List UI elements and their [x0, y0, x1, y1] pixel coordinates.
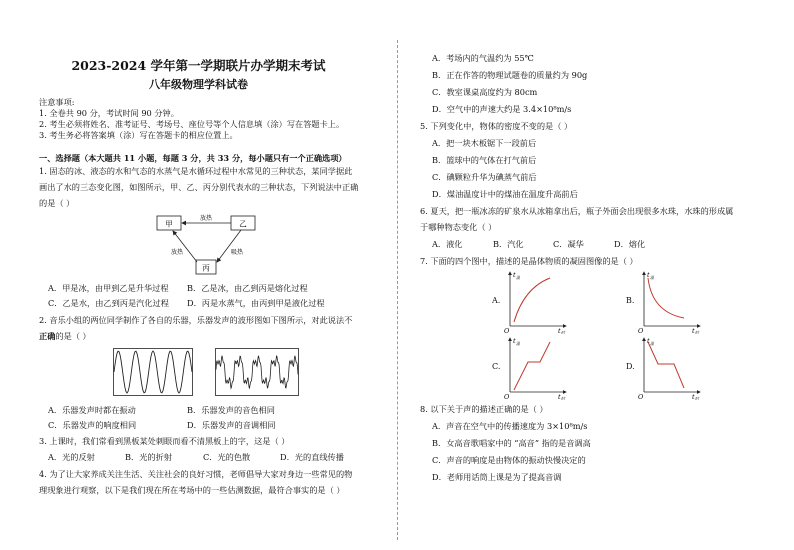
- waveform-2: [215, 348, 299, 396]
- q6-option[interactable]: C．凝华: [553, 239, 584, 249]
- origin-label: O: [638, 327, 644, 334]
- q5-text: 5. 下列变化中，物体的密度不变的是（ ）: [420, 121, 573, 131]
- exam-title: 2023-2024 学年第一学期联片办学期末考试: [71, 58, 326, 73]
- q6-option[interactable]: A．液化: [432, 239, 463, 249]
- y-axis-subscript: 温: [650, 275, 654, 280]
- y-axis-label: t: [513, 337, 516, 345]
- q6-option[interactable]: B．汽化: [493, 239, 524, 249]
- column-divider: [397, 40, 398, 540]
- origin-label: O: [638, 393, 644, 400]
- x-axis-label: t: [692, 327, 695, 334]
- temperature-time-graph: [638, 268, 704, 334]
- state-label: 乙: [239, 219, 247, 229]
- x-axis-label: t: [558, 393, 561, 400]
- notice-heading: 注意事项:: [39, 97, 75, 107]
- q8-option[interactable]: C．声音的响度是由物体的振动快慢决定的: [432, 455, 586, 465]
- x-axis-label: t: [558, 327, 561, 334]
- graph-option-label[interactable]: C.: [492, 362, 501, 371]
- q2-option[interactable]: D．乐器发声的音调相同: [187, 420, 276, 430]
- q8-option[interactable]: B．女高音歌唱家中的 “高音” 指的是音调高: [432, 438, 591, 448]
- q4-option[interactable]: C．教室课桌高度约为 80cm: [432, 87, 538, 97]
- q4-text: 理现象进行观察，以下是我们现在所在考场中的一些估测数据，最符合事实的是（ ）: [39, 485, 345, 495]
- state-label: 丙: [202, 263, 210, 273]
- q3-option[interactable]: D．光的直线传播: [280, 452, 344, 462]
- q6-text: 于哪种物态变化（ ）: [420, 222, 497, 232]
- notice-item: 2. 考生必须将姓名、准考证号、考场号、座位号等个人信息填（涂）写在答题卡上。: [39, 119, 345, 129]
- y-axis-label: t: [647, 337, 650, 345]
- q6-option[interactable]: D．熔化: [614, 239, 646, 249]
- q1-option[interactable]: B．乙是冰，由乙到丙是熔化过程: [187, 283, 308, 293]
- q5-option[interactable]: C．碘颗粒升华为碘蒸气前后: [432, 172, 537, 182]
- q1-option[interactable]: C．乙是水，由乙到丙是汽化过程: [48, 298, 169, 308]
- q3-option[interactable]: B．光的折射: [125, 452, 172, 462]
- arrow-label: 放热: [170, 249, 184, 256]
- q5-option[interactable]: A．把一块木板锯下一段前后: [432, 138, 537, 148]
- q6-text: 6. 夏天，把一瓶冰冻的矿泉水从冰箱拿出后，瓶子外面会出现很多水珠，水珠的形成属: [420, 206, 734, 216]
- waveform-1: [113, 348, 193, 396]
- temperature-time-graph: [504, 268, 570, 334]
- x-axis-subscript: 时: [695, 330, 699, 334]
- q8-option[interactable]: A．声音在空气中的传播速度为 3×10⁸m/s: [432, 421, 588, 431]
- exam-subtitle: 八年级物理学科试卷: [149, 78, 248, 91]
- y-axis-subscript: 温: [650, 341, 654, 346]
- y-axis-label: t: [513, 271, 516, 279]
- q7-text: 7. 下面的四个图中，描述的是晶体物质的凝固图像的是（ ）: [420, 256, 638, 266]
- state-change-diagram: [155, 210, 265, 278]
- notice-item: 1. 全卷共 90 分，考试时间 90 分钟。: [39, 108, 179, 118]
- x-axis-subscript: 时: [695, 396, 699, 400]
- q2-option[interactable]: A．乐器发声时都在振动: [48, 405, 136, 415]
- q1-text: 1. 固态的冰、液态的水和气态的水蒸气是水循环过程中水常见的三种状态，某同学据此: [39, 166, 353, 176]
- graph-option-label[interactable]: A.: [492, 296, 501, 305]
- x-axis-subscript: 时: [561, 396, 565, 400]
- origin-label: O: [504, 327, 510, 334]
- arrow-label: 放热: [199, 215, 213, 222]
- temperature-time-graph: [638, 334, 704, 400]
- q1-text: 的是（ ）: [39, 198, 75, 208]
- notice-item: 3. 考生务必将答案填（涂）写在答题卡的相应位置上。: [39, 130, 238, 140]
- q5-option[interactable]: B．篮球中的气体在打气前后: [432, 155, 537, 165]
- q1-text: 画出了水的三态变化图，如图所示，甲、乙、丙分别代表水的三种状态，下列说法中正确: [39, 182, 359, 192]
- arrow-label: 吸热: [230, 249, 244, 256]
- graph-option-label[interactable]: B.: [626, 296, 635, 305]
- q1-option[interactable]: D．丙是水蒸气，由丙到甲是液化过程: [187, 298, 325, 308]
- x-axis-label: t: [692, 393, 695, 400]
- section-heading: 一、选择题（本大题共 11 小题，每题 3 分，共 33 分，每小题只有一个正确选项）: [39, 153, 347, 163]
- q8-option[interactable]: D．老师用话筒上课是为了提高音调: [432, 472, 562, 482]
- origin-label: O: [504, 393, 510, 400]
- q3-text: 3. 上课时，我们常看到黑板某处刺眼而看不清黑板上的字，这是（ ）: [39, 436, 290, 446]
- q3-option[interactable]: C．光的色散: [203, 452, 251, 462]
- q3-option[interactable]: A．光的反射: [48, 452, 95, 462]
- q1-option[interactable]: A．甲是冰，由甲到乙是升华过程: [48, 283, 169, 293]
- y-axis-subscript: 温: [516, 275, 520, 280]
- q4-text: 4. 为了让大家养成关注生活、关注社会的良好习惯，老师倡导大家对身边一些常见的物: [39, 469, 353, 479]
- y-axis-label: t: [647, 271, 650, 279]
- temperature-time-graph: [504, 334, 570, 400]
- q5-option[interactable]: D．煤油温度计中的煤油在温度升高前后: [432, 189, 578, 199]
- q4-option[interactable]: D．空气中的声速大约是 3.4×10⁸m/s: [432, 104, 572, 114]
- graph-option-label[interactable]: D.: [626, 362, 635, 371]
- state-label: 甲: [165, 219, 173, 229]
- q2-text: [39, 331, 91, 342]
- q4-option[interactable]: A．考场内的气温约为 55℃: [432, 53, 534, 63]
- q2-option[interactable]: C．乐器发声的响度相同: [48, 420, 137, 430]
- x-axis-subscript: 时: [561, 330, 565, 334]
- y-axis-subscript: 温: [516, 341, 520, 346]
- q2-text-rest: 的是（ ）: [55, 331, 91, 341]
- q2-emphasis: 正确: [39, 331, 56, 341]
- q2-option[interactable]: B．乐器发声的音色相同: [187, 405, 275, 415]
- q8-text: 8. 以下关于声的描述正确的是（ ）: [420, 404, 548, 414]
- q2-text: 2. 音乐小组的两位同学制作了各自的乐器，乐器发声的波形图如下图所示，对此说法不: [39, 315, 353, 325]
- q4-option[interactable]: B．正在作答的物理试题卷的质量约为 90g: [432, 70, 588, 80]
